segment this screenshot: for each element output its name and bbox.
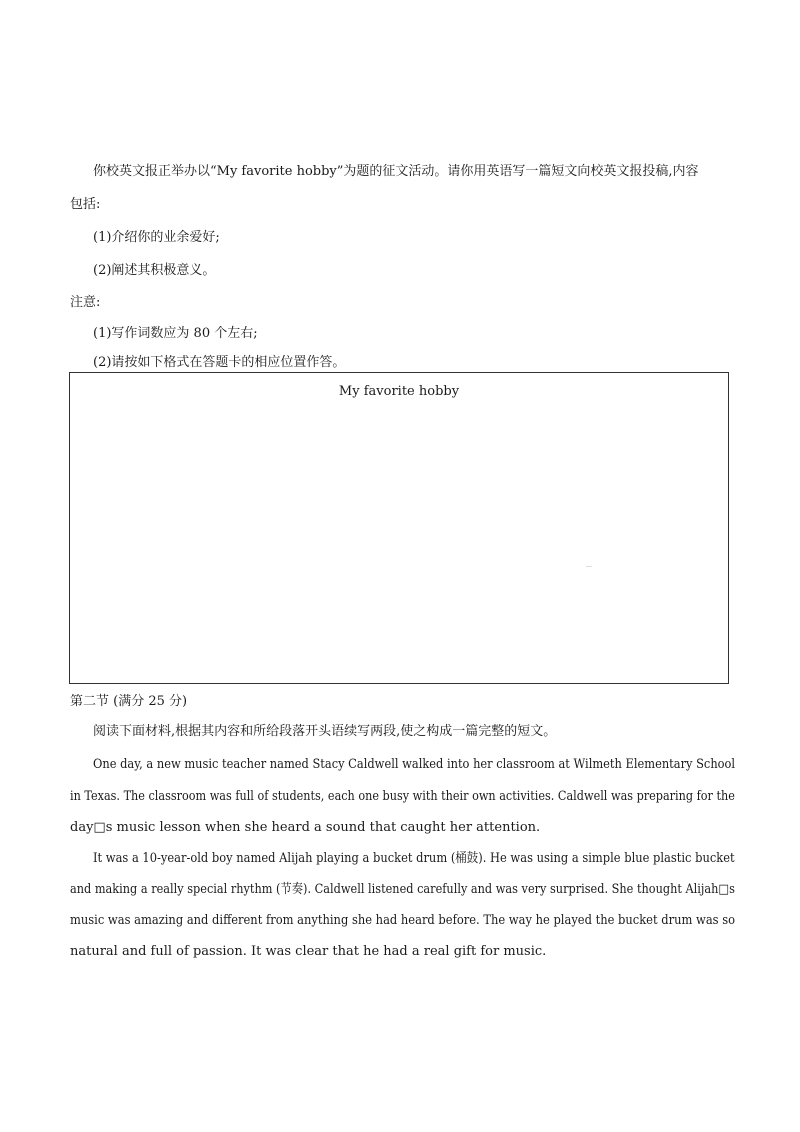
paragraph-1-line-2: in Texas. The classroom was full of students, each one busy with their own activities. Caldwell was preparing for the: [70, 789, 735, 804]
section-2-heading: 第二节 (满分 25 分): [70, 694, 188, 709]
paragraph-2-line-1: It was a 10-year-old boy named Alijah playing a bucket drum (桶鼓). He was using a simple blue plastic bucket: [93, 851, 735, 866]
writing-answer-box: [69, 372, 729, 684]
paragraph-2-line-4: natural and full of passion. It was clear that he had a real gift for music.: [70, 944, 547, 959]
task-item-1: (1)介绍你的业余爱好;: [93, 230, 220, 245]
task-item-2: (2)阐述其积极意义。: [93, 263, 216, 278]
paragraph-2-line-2: and making a really special rhythm (节奏). Caldwell listened carefully and was very surprised. She thought Alijah□s: [70, 882, 735, 897]
paragraph-2-line-3: music was amazing and different from anything she had heard before. The way he played the bucket drum was so: [70, 913, 736, 928]
paragraph-1-line-3: day□s music lesson when she heard a sound that caught her attention.: [70, 820, 541, 835]
task-prompt-line-2: 包括:: [70, 197, 101, 212]
task-prompt-line-1: 你校英文报正举办以“My favorite hobby”为题的征文活动。请你用英语写一篇短文向校英文报投稿,内容: [93, 164, 699, 179]
notes-label: 注意:: [70, 295, 101, 310]
section-2-instruction: 阅读下面材料,根据其内容和所给段落开头语续写两段,使之构成一篇完整的短文。: [93, 724, 557, 739]
writing-box-title: My favorite hobby: [338, 384, 460, 399]
paragraph-1-line-1: One day, a new music teacher named Stacy Caldwell walked into her classroom at Wilmeth Elementary School: [93, 757, 736, 772]
note-2: (2)请按如下格式在答题卡的相应位置作答。: [93, 355, 346, 370]
scan-speck: [586, 566, 592, 567]
note-1: (1)写作词数应为 80 个左右;: [93, 326, 258, 341]
